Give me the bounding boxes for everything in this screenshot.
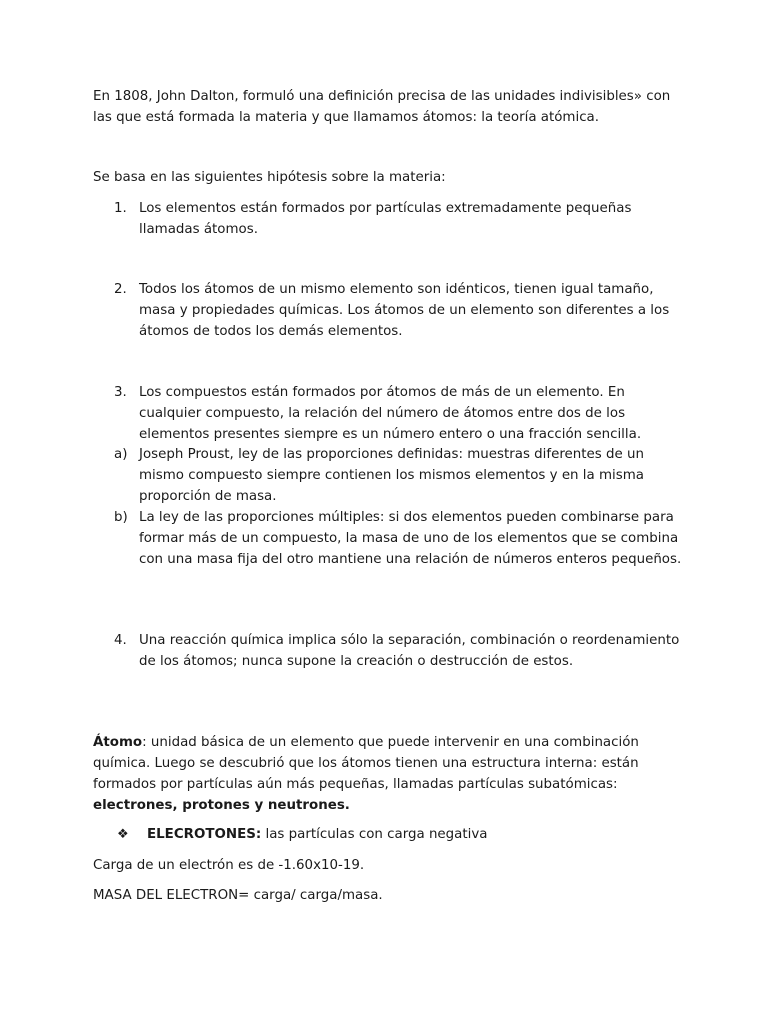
electron-mass-line: MASA DEL ELECTRON= carga/ carga/masa. [93,888,383,903]
bullet-text: las partículas con carga negativa [261,827,488,842]
list-marker: a) [114,447,128,462]
intro-paragraph: En 1808, John Dalton, formuló una definición precisa de las unidades indivisibles» con las que está formada la materia y que llamamos átomos: la teoría atómica. [93,89,671,125]
list-marker: 3. [114,385,127,400]
list-item-text: Una reacción química implica sólo la separación, combinación o reordenamiento de los átomos; nunca supone la creación o destrucción de estos. [139,633,680,669]
list-marker: 2. [114,282,127,297]
list-marker: 4. [114,633,127,648]
list-marker: b) [114,510,128,525]
atom-paragraph [93,732,683,816]
list-item-text: Todos los átomos de un mismo elemento son idénticos, tienen igual tamaño, masa y propiedades químicas. Los átomos de un elemento son diferentes a los átomos de todos los demás elementos. [139,282,670,339]
bullet-term: ELECROTONES: [147,827,262,842]
electron-charge-line: Carga de un electrón es de -1.60x10-19. [93,858,365,873]
atom-definition: : unidad básica de un elemento que puede intervenir en una combinación química. Luego se descubrió que los átomos tienen una estructura interna: están formados por partículas aún más pequeñas, llamadas partículas subatómicas: [93,735,639,792]
subatomic-particles: electrones, protones y neutrones. [93,798,350,813]
list-item [114,198,684,240]
list-item [114,630,684,672]
list-item [114,507,684,570]
hypotheses-intro: Se basa en las siguientes hipótesis sobre la materia: [93,170,446,185]
electron-bullet [117,824,677,845]
diamond-bullet-icon: ❖ [117,827,129,842]
list-item-text: La ley de las proporciones múltiples: si dos elementos pueden combinarse para formar más de un compuesto, la masa de uno de los elementos que se combina con una masa fija del otro mantiene una relación de números enteros pequeños. [139,510,682,567]
atom-term: Átomo [93,735,143,750]
list-item-text: Los compuestos están formados por átomos de más de un elemento. En cualquier compuesto, la relación del número de átomos entre dos de los elementos presentes siempre es un número entero o una fracción sencilla. [139,385,642,442]
list-item-text: Los elementos están formados por partículas extremadamente pequeñas llamadas átomos. [139,201,632,237]
list-item [114,279,684,342]
list-item [114,382,684,445]
list-item [114,444,684,507]
list-item-text: Joseph Proust, ley de las proporciones definidas: muestras diferentes de un mismo compuesto siempre contienen los mismos elementos y en la misma proporción de masa. [139,447,644,504]
list-marker: 1. [114,201,127,216]
